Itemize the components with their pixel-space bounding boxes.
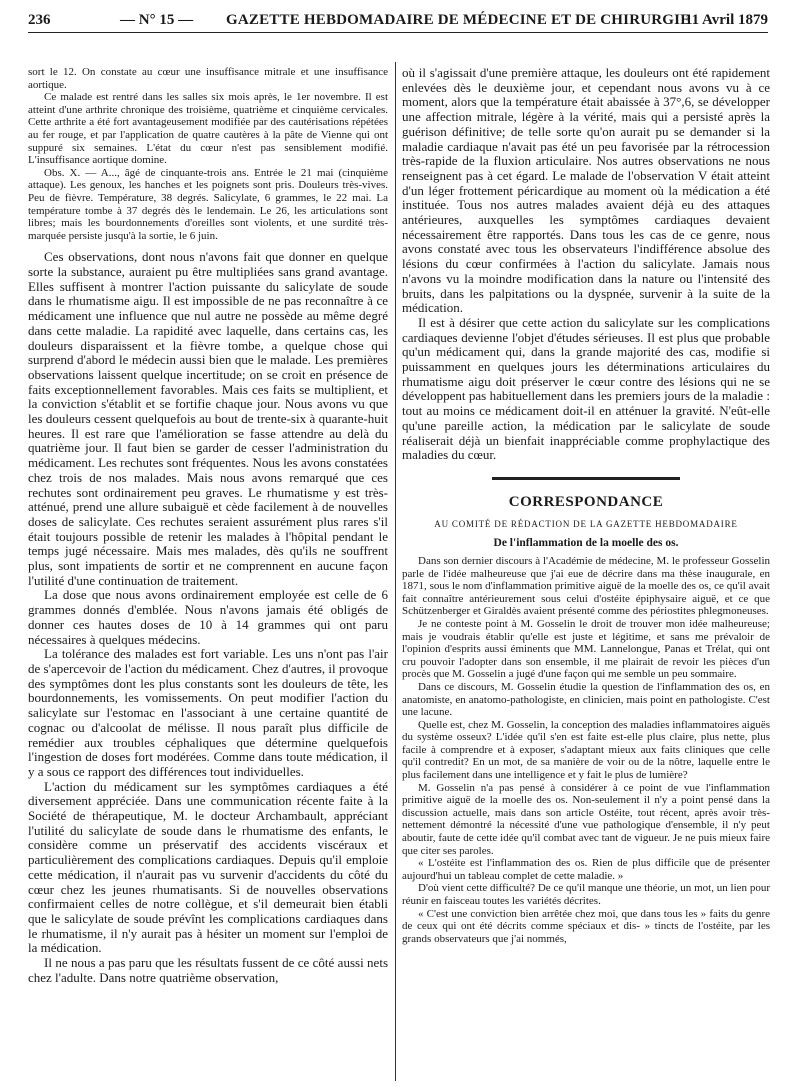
page-header bbox=[28, 10, 768, 33]
page-number: 236 bbox=[28, 12, 51, 28]
letter-paragraph: Dans ce discours, M. Gosselin étudie la question de l'inflammation des os, en anatomiste, en anatomo-pathologiste, en clinicien, mais point en pathologiste. C'est une lacune. bbox=[402, 680, 770, 719]
paragraph: L'action du médicament sur les symptômes cardiaques a été diversement appréciée. Dans une communication récente faite à la Société de thérapeutique, M. le docteur Archambault, appréciant l'utilité du salicylate de soude dans le rhumatisme des enfants, le considère comme un préservatif des accidents viscéraux et particulièrement des complications cardiaques. Depuis qu'il emploie cette médication, il n'aurait pas vu survenir d'accidents du côté du cœur chez les jeunes rhumatisants. Si de nouvelles observations confirmaient celles de notre collègue, et s'il demeurait bien établi que le salicylate de soude prévînt les complications cardiaques dans le rhumatisme, il n'y aurait pas à hésiter un moment sur l'emploi de la médication. bbox=[28, 778, 388, 956]
right-column bbox=[402, 66, 770, 1081]
paragraph: Il est à désirer que cette action du salicylate sur les complications cardiaques devienne l'objet d'études sérieuses. Il est plus que probable qu'un médicament qui, dans la grande majorité des cas, modifie si puissamment en quelques jours les déterminations articulaires du rhumatisme aigu doit préserver le cœur contre des lésions qui ne se développent pas habituellement dans les premiers jours de la maladie : tout au moins ce médicament doit-il en atténuer la gravité. N'eût-elle qu'une pareille action, la médication par le salicylate de soude réaliserait déjà un bienfait inappréciable comme prophylactique des maladies du cœur. bbox=[402, 314, 770, 463]
correspondance-title: CORRESPONDANCE bbox=[508, 493, 664, 510]
letter-quote: « L'ostéite est l'inflammation des os. Rien de plus difficile que de présenter aujourd'hui un tableau complet de cette maladie. » bbox=[402, 857, 770, 882]
section-rule bbox=[492, 477, 680, 480]
left-column bbox=[28, 66, 388, 1081]
paragraph: Ces observations, dont nous n'avons fait que donner en quelque sorte la substance, auraient pu être multipliées sans grand avantage. Elles suffisent à montrer l'action puissante du salicylate de soude dans le rhumatisme aigu. Il est impossible de ne pas reconnaître à ce médicament une influence que nul autre ne possède au même degré dans cette maladie. La rapidité avec laquelle, dans certains cas, les douleurs disparaissent et la fièvre tombe, a quelque chose qui surprend d'abord le médecin aussi bien que le malade. Les premières observations laissent quelque incertitude; on se croit en présence de faits exceptionnellement favorables. Mais ces faits se multiplient, et la conviction s'établit et se fortifie chaque jour. Nous avons vu que les douleurs cessent quelquefois au bout de trente-six à quarante-huit heures. Il est rare que l'amélioration se fasse attendre au delà du quatrième jour. Il faut bien se garder de cesser l'administration du médicament. Les rechutes sont fréquentes. Nous les avons constatées chez trois de nos malades. Mais nous avons remarqué que ces rechutes sont ordinairement peu graves. Le rhumatisme y est très-atténué, prend une allure subaiguë et cède facilement à de nouvelles doses de salicylate. Ces rechutes seraient assurément plus rares s'il était toujours possible de retenir les malades à l'hôpital pendant le temps jugé nécessaire. Mais mes malades, dès qu'ils ne souffrent plus, sont impatients de sortir et ne comprennent en aucune façon l'utilité d'une continuation de traitement. bbox=[28, 249, 388, 588]
letter-quote: « C'est une conviction bien arrêtée chez moi, que dans tous les » faits du genre de ceux qui ont été décrits comme spéciaux et dis- » tincts de l'ostéite, par les grands observateurs que j'ai nommés, bbox=[402, 907, 770, 945]
paragraph: La tolérance des malades est fort variable. Les uns n'ont pas l'air de s'apercevoir de l'action du médicament. Chez d'autres, il provoque des symptômes dont les plus constants sont les douleurs de tête, les bourdonnements, les vomissements. On peut modifier l'action du salicylate sur l'estomac en l'associant à une certaine quantité de cognac ou d'alcoolat de mélisse. Il nous paraît plus difficile de remédier aux troubles céphaliques que détermine quelquefois l'ingestion de doses fort modérées. Comme dans toute médication, il y a sous ce rapport des différences tout individuelles. bbox=[28, 646, 388, 779]
observation-x: Obs. X. — A..., âgé de cinquante-trois ans. Entrée le 21 mai (cinquième attaque). Les genoux, les hanches et les poignets sont pris. Douleurs très-vives. Peu de fièvre. Température, 38 degrés. Salicylate, 6 grammes, le 22 mai. La température tombe à 37 degrés dès le lendemain. Le 26, les articulations sont libres; mais les bourdonnements d'oreilles sont violents, et une surdité très-marquée persiste jusqu'à la sortie, le 6 juin. bbox=[28, 166, 388, 242]
journal-title: GAZETTE HEBDOMADAIRE DE MÉDECINE ET DE CHIRURGIE bbox=[226, 12, 691, 28]
letter-heading: De l'inflammation de la moelle des os. bbox=[493, 536, 679, 549]
observation-text: sort le 12. On constate au cœur une insuffisance mitrale et une insuffisance aortique. bbox=[28, 66, 388, 91]
column-divider bbox=[395, 62, 396, 1081]
letter-paragraph: Dans son dernier discours à l'Académie de médecine, M. le professeur Gosselin parle de l'idée malheureuse que j'ai eue de décrire dans ma thèse inaugurale, en 1871, sous le nom d'inflammation primitive aiguë de la moelle des os, ce qu'il avait fait connaître antérieurement sous celui d'ostéite épiphysaire aiguë, et ce que Schützenberger et Giraldès avaient présenté comme des périostites phlegmoneuses. bbox=[402, 554, 770, 618]
letter-paragraph: Je ne conteste point à M. Gosselin le droit de trouver mon idée malheureuse; mais je voudrais établir qu'elle est juste et légitime, et sans me prévaloir de l'opinion d'esprits aussi éminents que MM. Lannelongue, Panas et Trélat, qui ont cru pouvoir l'adopter dans son ensemble, il me plairait de revoir les pièces d'un procès que M. Gosselin a jugé d'une façon qui me semble un peu sommaire. bbox=[402, 617, 770, 681]
letter-paragraph: M. Gosselin n'a pas pensé à considérer à ce point de vue l'inflammation primitive aiguë de la moelle des os. Non-seulement il n'y a point pensé dans la discussion actuelle, mais dans son article Ostéite, tout récent, après avoir très-nettement démontré la nécessité d'une vue pathologique d'ensemble, il n'y peut aboutir, faute de cette idée qu'il combat avec tant de vigueur. Je ne puis mieux faire que citer ses paroles. bbox=[402, 781, 770, 857]
issue-number: — N° 15 — bbox=[120, 12, 194, 28]
issue-date: 11 Avril 1879 bbox=[684, 12, 768, 28]
letter-paragraph: Quelle est, chez M. Gosselin, la conception des maladies inflammatoires aiguës du système osseux? L'idée qu'il s'en est faite est-elle plus claire, plus nette, plus facile à comprendre et à exposer, s'adaptant mieux aux faits cliniques que celle qu'il contredit? En un mot, de sa manière de voir ou de la nôtre, laquelle entre le plus facilement dans une intelligence et y fait le plus de lumière? bbox=[402, 718, 770, 782]
paragraph: où il s'agissait d'une première attaque, les douleurs ont été rapidement enlevées dès le deuxième jour, et cependant nous avons vu à ce moment, alors que la température était abaissée à 37°,6, se développer une affection mitrale, légère à la vérité, mais qui a persisté après la guérison définitive; de telle sorte qu'on aurait pu se demander si la maladie cardiaque n'avait pas été un peu favorisée par la rétrocession très-rapide de la fluxion articulaire. Nos autres observations ne nous renseignent pas à cet égard. Le malade de l'observation V était atteint d'un léger frottement péricardique au moment où la médication a été instituée. Tous nos autres malades avaient déjà eu des attaques antérieures, auxquelles les symptômes cardiaques devaient nécessairement être rapportés. Dans tous les cas de ce genre, nous avons constaté avec tous les observateurs l'indifférence absolue des lésions du cœur confirmées à l'action du salicylate. Jamais nous n'avons vu la moindre modification dans la nature ou l'intensité des bruits, dans les palpitations ou la dyspnée, survenir à la suite de la médication. bbox=[402, 66, 770, 316]
paragraph: La dose que nous avons ordinairement employée est celle de 6 grammes donnés d'emblée. Nous n'avons jamais été obligés de donner ces hautes doses de 10 à 14 grammes qui ont paru nécessaires à quelques médecins. bbox=[28, 587, 388, 647]
correspondance-subtitle: AU COMITÉ DE RÉDACTION DE LA GAZETTE HEBDOMADAIRE bbox=[434, 518, 738, 529]
letter-paragraph: D'où vient cette difficulté? De ce qu'il manque une théorie, un mot, un lien pour réunir en faisceau toutes les variétés décrites. bbox=[402, 882, 770, 908]
observation-text: Ce malade est rentré dans les salles six mois après, le 1er novembre. Il est atteint d'une arthrite chronique des troisième, quatrième et cinquième cervicales. Cette arthrite a été fort avantageusement modifiée par des cautérisations répétées au fer rouge, et par l'application de quatre cautères à la pâte de Vienne qui ont suppuré six semaines. L'état du cœur n'est pas sensiblement modifié. L'insuffisance aortique domine. bbox=[28, 91, 388, 167]
paragraph: Il ne nous a pas paru que les résultats fussent de ce côté aussi nets chez l'adulte. Dans notre quatrième observation, bbox=[28, 955, 388, 985]
